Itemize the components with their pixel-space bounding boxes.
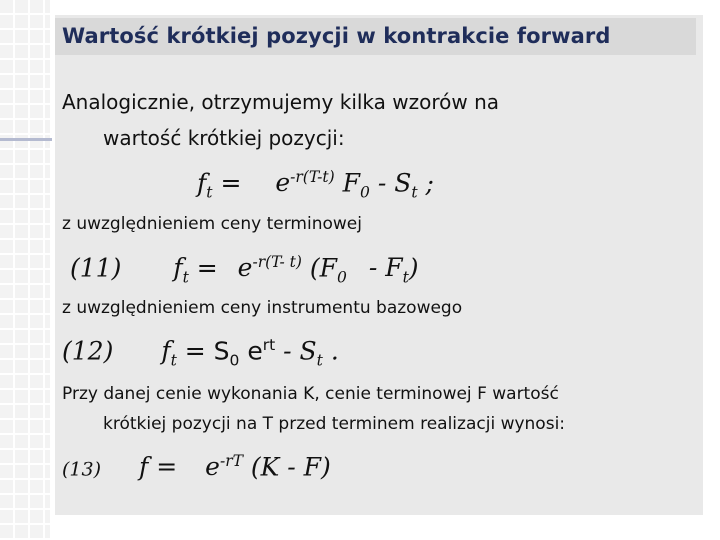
formula-11-e: e	[237, 253, 253, 283]
accent-line	[0, 138, 52, 141]
formula-11-eq: =	[188, 253, 226, 283]
formula-13-e: e	[205, 452, 220, 482]
formula-1-lhs-sub: t	[206, 183, 213, 202]
formula-11-open: (F	[301, 253, 337, 283]
formula-1-lhs: f	[197, 168, 207, 198]
formula-13-label: (13)	[62, 458, 102, 481]
formula-12-label: (12)	[62, 336, 114, 366]
formula-11-label: (11)	[70, 253, 122, 283]
formula-1	[197, 168, 434, 201]
formula-11-minus: - F	[360, 253, 403, 283]
formula-1-e: e	[275, 168, 291, 198]
formula-1-F: F	[334, 168, 360, 198]
slide-title: Wartość krótkiej pozycji w kontrakcie forward	[62, 24, 611, 48]
formula-13-rest: (K - F)	[242, 452, 331, 482]
formula-12-S-sub: 0	[229, 351, 240, 370]
formula-12-end: .	[322, 336, 339, 366]
formula-11	[70, 253, 419, 286]
formula-1-exp: -r(T-t)	[290, 168, 335, 186]
formula-12-lhs: f	[161, 336, 171, 366]
formula-11-lhs: f	[173, 253, 183, 283]
formula-12-exp: rt	[262, 336, 276, 354]
note-underlying-price: z uwzględnieniem ceny instrumentu bazowego	[62, 298, 463, 318]
formula-12	[62, 336, 339, 369]
decorative-sidebar	[0, 0, 50, 540]
formula-1-minus: - S	[369, 168, 412, 198]
note-forward-price: z uwzględnieniem ceny terminowej	[62, 214, 362, 234]
formula-13-lhs: f =	[139, 452, 178, 482]
formula-1-S-sub: t	[411, 183, 418, 202]
formula-13-exp: -rT	[219, 452, 243, 470]
formula-12-lhs-sub: t	[170, 351, 177, 370]
formula-11-F-sub: 0	[337, 268, 347, 287]
paragraph-line-1: Przy danej cenie wykonania K, cenie terminowej F wartość	[62, 384, 559, 404]
formula-13	[62, 452, 331, 481]
formula-1-eq: =	[212, 168, 250, 198]
formula-12-minus: - S	[275, 336, 317, 366]
formula-12-S2-sub: t	[316, 351, 323, 370]
formula-1-F-sub: 0	[360, 183, 370, 202]
formula-11-F2-sub: t	[402, 268, 409, 287]
formula-11-lhs-sub: t	[182, 268, 189, 287]
formula-1-end: ;	[417, 168, 434, 198]
intro-line-2: wartość krótkiej pozycji:	[103, 126, 345, 150]
formula-11-close: )	[408, 253, 419, 283]
formula-12-e: e	[239, 336, 263, 366]
formula-12-eq: = S	[176, 336, 230, 366]
intro-line-1: Analogicznie, otrzymujemy kilka wzorów na	[62, 90, 500, 114]
formula-11-exp: -r(T- t)	[252, 253, 302, 271]
paragraph-line-2: krótkiej pozycji na T przed terminem realizacji wynosi:	[103, 414, 566, 434]
